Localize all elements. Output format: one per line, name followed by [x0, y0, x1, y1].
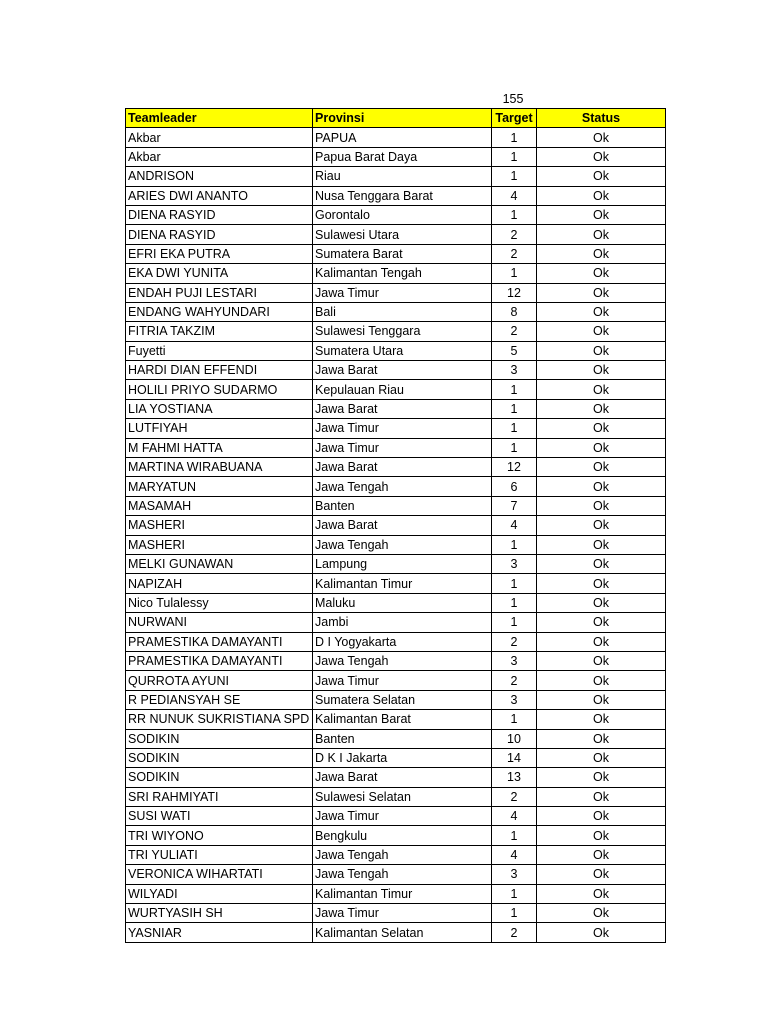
- cell-status: Ok: [537, 554, 666, 573]
- table-row: [126, 322, 666, 341]
- cell-provinsi: Sulawesi Utara: [313, 225, 492, 244]
- table-row: [126, 419, 666, 438]
- cell-provinsi: Jawa Timur: [313, 904, 492, 923]
- cell-teamleader: MELKI GUNAWAN: [126, 554, 313, 573]
- teamleader-table: [125, 108, 666, 943]
- cell-provinsi: Kepulauan Riau: [313, 380, 492, 399]
- cell-teamleader: ANDRISON: [126, 167, 313, 186]
- cell-status: Ok: [537, 923, 666, 942]
- cell-teamleader: WURTYASIH SH: [126, 904, 313, 923]
- cell-status: Ok: [537, 341, 666, 360]
- cell-status: Ok: [537, 361, 666, 380]
- table-row: [126, 632, 666, 651]
- table-row: [126, 380, 666, 399]
- table-row: [126, 865, 666, 884]
- cell-provinsi: Papua Barat Daya: [313, 147, 492, 166]
- table-row: [126, 651, 666, 670]
- cell-teamleader: ENDAH PUJI LESTARI: [126, 283, 313, 302]
- table-row: [126, 438, 666, 457]
- cell-teamleader: WILYADI: [126, 884, 313, 903]
- cell-status: Ok: [537, 322, 666, 341]
- cell-provinsi: PAPUA: [313, 128, 492, 147]
- cell-target: 1: [492, 593, 537, 612]
- cell-provinsi: Kalimantan Tengah: [313, 264, 492, 283]
- cell-provinsi: Jawa Barat: [313, 458, 492, 477]
- cell-provinsi: Gorontalo: [313, 205, 492, 224]
- table-row: [126, 264, 666, 283]
- cell-target: 1: [492, 710, 537, 729]
- table-row: [126, 904, 666, 923]
- table-body: [126, 128, 666, 942]
- cell-status: Ok: [537, 826, 666, 845]
- cell-teamleader: DIENA RASYID: [126, 205, 313, 224]
- table-row: [126, 923, 666, 942]
- cell-teamleader: SUSI WATI: [126, 807, 313, 826]
- cell-teamleader: VERONICA WIHARTATI: [126, 865, 313, 884]
- cell-teamleader: ENDANG WAHYUNDARI: [126, 302, 313, 321]
- cell-teamleader: YASNIAR: [126, 923, 313, 942]
- cell-provinsi: Jawa Barat: [313, 399, 492, 418]
- table-row: [126, 748, 666, 767]
- cell-target: 6: [492, 477, 537, 496]
- cell-status: Ok: [537, 884, 666, 903]
- cell-provinsi: Banten: [313, 496, 492, 515]
- cell-status: Ok: [537, 147, 666, 166]
- cell-target: 1: [492, 904, 537, 923]
- table-row: [126, 710, 666, 729]
- cell-target: 1: [492, 613, 537, 632]
- cell-provinsi: Kalimantan Timur: [313, 884, 492, 903]
- cell-target: 14: [492, 748, 537, 767]
- cell-provinsi: Maluku: [313, 593, 492, 612]
- cell-target: 2: [492, 322, 537, 341]
- table-row: [126, 283, 666, 302]
- header-status: Status: [537, 109, 666, 128]
- cell-target: 1: [492, 399, 537, 418]
- table-row: [126, 186, 666, 205]
- cell-teamleader: NAPIZAH: [126, 574, 313, 593]
- cell-teamleader: PRAMESTIKA DAMAYANTI: [126, 651, 313, 670]
- table-row: [126, 167, 666, 186]
- cell-status: Ok: [537, 419, 666, 438]
- cell-provinsi: Nusa Tenggara Barat: [313, 186, 492, 205]
- cell-target: 1: [492, 419, 537, 438]
- cell-provinsi: Jawa Tengah: [313, 865, 492, 884]
- cell-status: Ok: [537, 458, 666, 477]
- cell-status: Ok: [537, 710, 666, 729]
- cell-target: 1: [492, 264, 537, 283]
- table-row: [126, 302, 666, 321]
- table-row: [126, 729, 666, 748]
- cell-target: 1: [492, 205, 537, 224]
- cell-status: Ok: [537, 225, 666, 244]
- cell-status: Ok: [537, 380, 666, 399]
- cell-provinsi: Jawa Tengah: [313, 845, 492, 864]
- cell-teamleader: RR NUNUK SUKRISTIANA SPD: [126, 710, 313, 729]
- table-row: [126, 477, 666, 496]
- cell-status: Ok: [537, 516, 666, 535]
- cell-provinsi: D I Yogyakarta: [313, 632, 492, 651]
- cell-teamleader: M FAHMI HATTA: [126, 438, 313, 457]
- cell-teamleader: MASHERI: [126, 535, 313, 554]
- cell-target: 12: [492, 458, 537, 477]
- cell-teamleader: MASAMAH: [126, 496, 313, 515]
- cell-target: 2: [492, 632, 537, 651]
- spreadsheet: [125, 88, 665, 943]
- table-row: [126, 458, 666, 477]
- table-row: [126, 845, 666, 864]
- table-row: [126, 535, 666, 554]
- cell-teamleader: LUTFIYAH: [126, 419, 313, 438]
- table-row: [126, 574, 666, 593]
- cell-status: Ok: [537, 438, 666, 457]
- table-row: [126, 593, 666, 612]
- cell-status: Ok: [537, 613, 666, 632]
- cell-teamleader: ARIES DWI ANANTO: [126, 186, 313, 205]
- cell-teamleader: QURROTA AYUNI: [126, 671, 313, 690]
- cell-status: Ok: [537, 807, 666, 826]
- table-row: [126, 341, 666, 360]
- cell-provinsi: Jawa Barat: [313, 361, 492, 380]
- cell-teamleader: SODIKIN: [126, 748, 313, 767]
- cell-teamleader: SODIKIN: [126, 768, 313, 787]
- cell-teamleader: Akbar: [126, 128, 313, 147]
- cell-teamleader: HOLILI PRIYO SUDARMO: [126, 380, 313, 399]
- cell-target: 1: [492, 574, 537, 593]
- cell-teamleader: Fuyetti: [126, 341, 313, 360]
- cell-status: Ok: [537, 632, 666, 651]
- cell-target: 1: [492, 884, 537, 903]
- cell-target: 1: [492, 147, 537, 166]
- cell-provinsi: Jawa Barat: [313, 768, 492, 787]
- cell-target: 7: [492, 496, 537, 515]
- cell-target: 2: [492, 787, 537, 806]
- cell-teamleader: NURWANI: [126, 613, 313, 632]
- cell-provinsi: Sulawesi Selatan: [313, 787, 492, 806]
- table-row: [126, 205, 666, 224]
- table-row: [126, 244, 666, 263]
- cell-target: 1: [492, 438, 537, 457]
- table-row: [126, 884, 666, 903]
- cell-status: Ok: [537, 535, 666, 554]
- cell-target: 1: [492, 380, 537, 399]
- cell-status: Ok: [537, 671, 666, 690]
- cell-teamleader: MASHERI: [126, 516, 313, 535]
- cell-teamleader: R PEDIANSYAH SE: [126, 690, 313, 709]
- cell-status: Ok: [537, 865, 666, 884]
- table-row: [126, 671, 666, 690]
- cell-status: Ok: [537, 845, 666, 864]
- cell-target: 4: [492, 845, 537, 864]
- cell-status: Ok: [537, 244, 666, 263]
- cell-teamleader: EFRI EKA PUTRA: [126, 244, 313, 263]
- table-row: [126, 787, 666, 806]
- total-row: [125, 88, 665, 108]
- table-row: [126, 554, 666, 573]
- cell-status: Ok: [537, 264, 666, 283]
- cell-target: 3: [492, 865, 537, 884]
- cell-status: Ok: [537, 477, 666, 496]
- target-total: 155: [502, 92, 524, 106]
- cell-provinsi: Jawa Timur: [313, 283, 492, 302]
- cell-teamleader: HARDI DIAN EFFENDI: [126, 361, 313, 380]
- cell-provinsi: Sumatera Barat: [313, 244, 492, 263]
- table-row: [126, 516, 666, 535]
- cell-target: 2: [492, 923, 537, 942]
- cell-provinsi: D K I Jakarta: [313, 748, 492, 767]
- cell-status: Ok: [537, 748, 666, 767]
- cell-teamleader: FITRIA TAKZIM: [126, 322, 313, 341]
- cell-target: 1: [492, 826, 537, 845]
- cell-provinsi: Bali: [313, 302, 492, 321]
- table-row: [126, 496, 666, 515]
- cell-target: 3: [492, 361, 537, 380]
- table-row: [126, 147, 666, 166]
- cell-provinsi: Jawa Tengah: [313, 535, 492, 554]
- cell-provinsi: Riau: [313, 167, 492, 186]
- header-teamleader: Teamleader: [126, 109, 313, 128]
- cell-status: Ok: [537, 186, 666, 205]
- cell-status: Ok: [537, 729, 666, 748]
- cell-provinsi: Sulawesi Tenggara: [313, 322, 492, 341]
- cell-teamleader: LIA YOSTIANA: [126, 399, 313, 418]
- cell-teamleader: MARTINA WIRABUANA: [126, 458, 313, 477]
- cell-provinsi: Lampung: [313, 554, 492, 573]
- cell-status: Ok: [537, 690, 666, 709]
- cell-provinsi: Jawa Tengah: [313, 477, 492, 496]
- table-row: [126, 128, 666, 147]
- cell-teamleader: MARYATUN: [126, 477, 313, 496]
- cell-target: 3: [492, 554, 537, 573]
- header-provinsi: Provinsi: [313, 109, 492, 128]
- cell-target: 8: [492, 302, 537, 321]
- cell-status: Ok: [537, 128, 666, 147]
- cell-provinsi: Kalimantan Timur: [313, 574, 492, 593]
- cell-status: Ok: [537, 302, 666, 321]
- cell-status: Ok: [537, 593, 666, 612]
- table-row: [126, 807, 666, 826]
- table-row: [126, 361, 666, 380]
- cell-teamleader: SODIKIN: [126, 729, 313, 748]
- cell-provinsi: Jawa Timur: [313, 807, 492, 826]
- cell-target: 5: [492, 341, 537, 360]
- cell-provinsi: Jawa Tengah: [313, 651, 492, 670]
- cell-target: 1: [492, 167, 537, 186]
- cell-provinsi: Jawa Timur: [313, 438, 492, 457]
- cell-teamleader: TRI WIYONO: [126, 826, 313, 845]
- cell-status: Ok: [537, 651, 666, 670]
- cell-status: Ok: [537, 399, 666, 418]
- header-row: [126, 109, 666, 128]
- cell-target: 10: [492, 729, 537, 748]
- cell-teamleader: DIENA RASYID: [126, 225, 313, 244]
- cell-target: 4: [492, 186, 537, 205]
- cell-target: 2: [492, 671, 537, 690]
- table-row: [126, 768, 666, 787]
- cell-target: 4: [492, 807, 537, 826]
- cell-target: 2: [492, 244, 537, 263]
- cell-provinsi: Jawa Timur: [313, 419, 492, 438]
- cell-status: Ok: [537, 205, 666, 224]
- cell-target: 3: [492, 651, 537, 670]
- cell-status: Ok: [537, 496, 666, 515]
- cell-status: Ok: [537, 787, 666, 806]
- cell-provinsi: Kalimantan Selatan: [313, 923, 492, 942]
- cell-target: 1: [492, 535, 537, 554]
- cell-provinsi: Sumatera Utara: [313, 341, 492, 360]
- table-row: [126, 690, 666, 709]
- cell-target: 13: [492, 768, 537, 787]
- table-row: [126, 225, 666, 244]
- cell-status: Ok: [537, 904, 666, 923]
- header-target: Target: [492, 109, 537, 128]
- cell-teamleader: TRI YULIATI: [126, 845, 313, 864]
- table-row: [126, 613, 666, 632]
- cell-target: 2: [492, 225, 537, 244]
- cell-status: Ok: [537, 283, 666, 302]
- cell-provinsi: Sumatera Selatan: [313, 690, 492, 709]
- cell-target: 12: [492, 283, 537, 302]
- cell-target: 4: [492, 516, 537, 535]
- table-row: [126, 826, 666, 845]
- cell-provinsi: Jawa Timur: [313, 671, 492, 690]
- table-row: [126, 399, 666, 418]
- cell-teamleader: EKA DWI YUNITA: [126, 264, 313, 283]
- cell-teamleader: Akbar: [126, 147, 313, 166]
- cell-teamleader: Nico Tulalessy: [126, 593, 313, 612]
- cell-provinsi: Banten: [313, 729, 492, 748]
- cell-provinsi: Bengkulu: [313, 826, 492, 845]
- cell-provinsi: Jambi: [313, 613, 492, 632]
- cell-status: Ok: [537, 167, 666, 186]
- cell-status: Ok: [537, 768, 666, 787]
- cell-provinsi: Kalimantan Barat: [313, 710, 492, 729]
- cell-teamleader: SRI RAHMIYATI: [126, 787, 313, 806]
- cell-status: Ok: [537, 574, 666, 593]
- cell-target: 1: [492, 128, 537, 147]
- cell-target: 3: [492, 690, 537, 709]
- cell-teamleader: PRAMESTIKA DAMAYANTI: [126, 632, 313, 651]
- cell-provinsi: Jawa Barat: [313, 516, 492, 535]
